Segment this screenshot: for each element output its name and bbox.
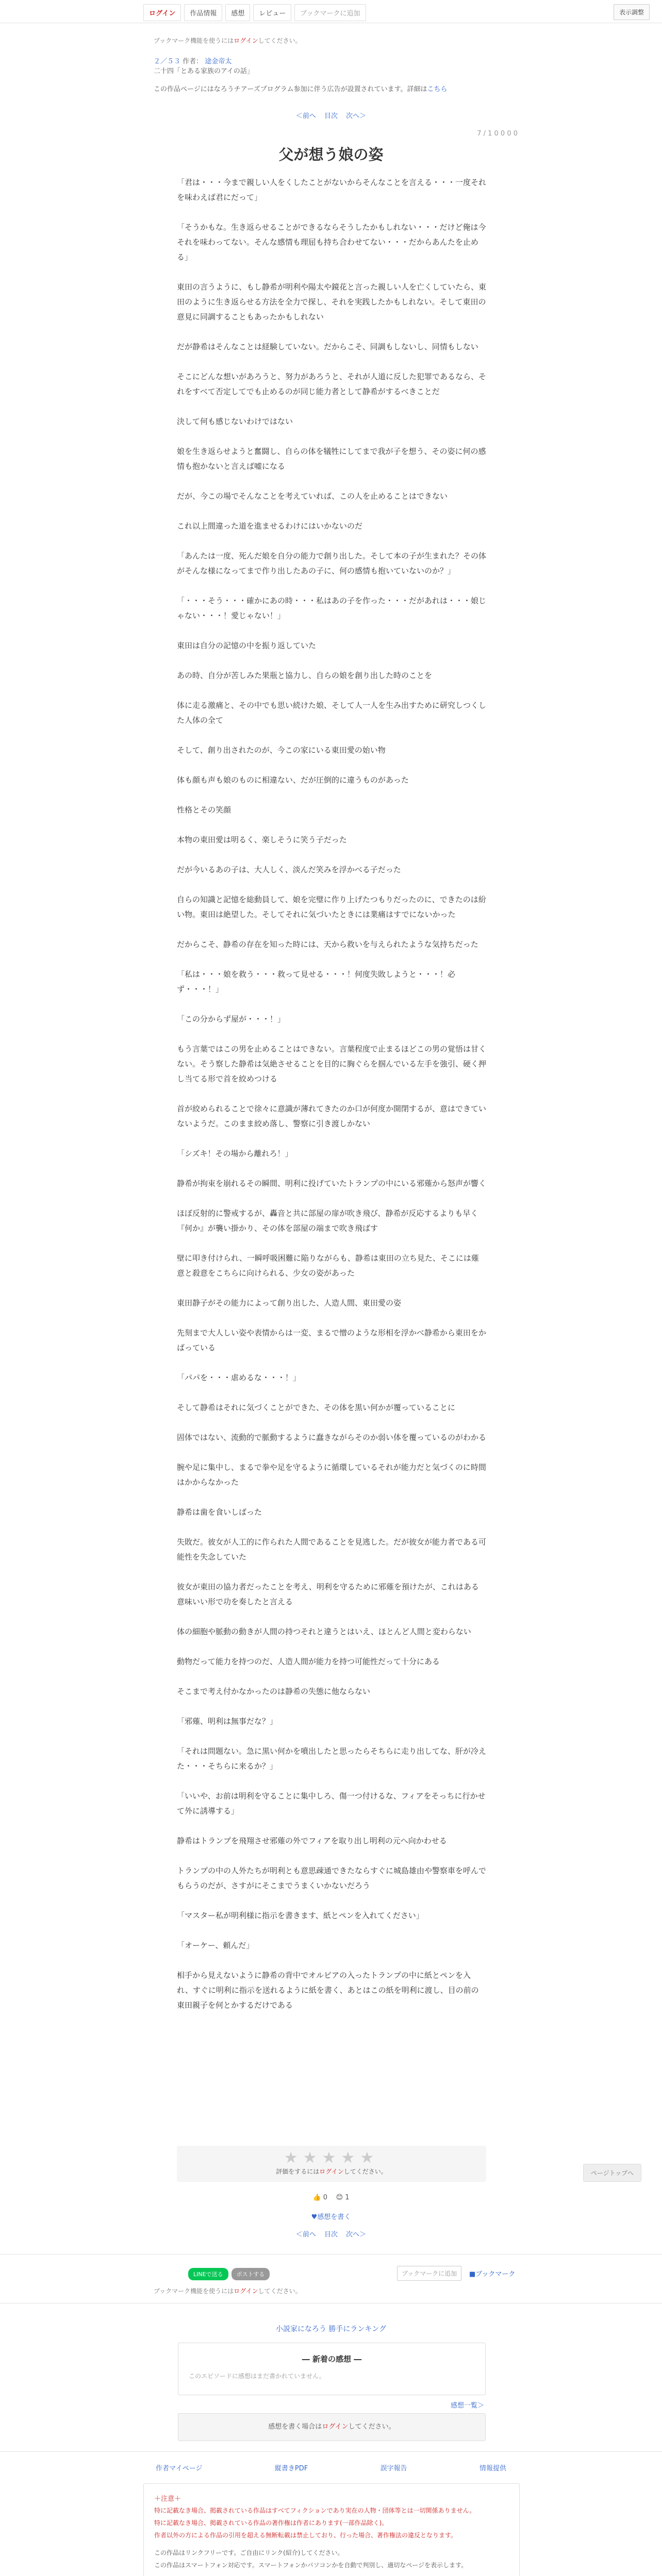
novel-paragraph: 「パパを・・・虐めるな・・・！」 bbox=[177, 1373, 301, 1382]
ad-notice bbox=[154, 83, 448, 93]
novel-paragraph: 「君は・・・今まで親しい人をくしたことがないからそんなことを言える・・・一度それを味わえば君にだって」 bbox=[177, 178, 487, 202]
next-link[interactable]: 次へ＞ bbox=[346, 112, 367, 120]
display-settings-button[interactable]: 表示調整 bbox=[614, 4, 650, 20]
divider bbox=[0, 2254, 662, 2255]
novel-paragraph: そして静希はそれに気づくことができた、その体を黒い何かが覆っていることに bbox=[177, 1403, 456, 1412]
toc-link-bottom[interactable]: 目次 bbox=[324, 2231, 338, 2239]
episode-number: 7 / 1 0 0 0 0 bbox=[477, 130, 518, 138]
novel-paragraph: 失敗だ。彼女が人工的に作られた人間であることを見逃した。だが彼女が能力者である可能性を失念していた bbox=[177, 1537, 487, 1562]
novel-paragraph: 自らの知識と記憶を総動員して、娘を完璧に作り上げたつもりだったのに、できたのは紛い物。東田は絶望した。そしてそれに気づいたときには業痛はすでにないかった bbox=[177, 895, 486, 919]
page-top-button[interactable]: ページトップへ bbox=[583, 2164, 641, 2182]
review-list-link[interactable]: 感想一覧＞ bbox=[450, 2402, 484, 2410]
notice-text-bottom: ブックマーク機能を使うには bbox=[154, 2287, 234, 2295]
novel-paragraph: これ以上間違った道を進ませるわけにはいかないのだ bbox=[177, 521, 363, 531]
novel-paragraph: 静希はトランプを飛翔させ邪薙の外でフィアを取り出し明利の元へ向かわせる bbox=[177, 1836, 447, 1845]
disclaimer-line: 作者以外の方による作品の引用を超える無断転載は禁止しており、行った場合、著作権法の違反となります。 bbox=[154, 2532, 457, 2539]
chapter-group-title: 二十四「とある家族のアイの話」 bbox=[154, 67, 254, 75]
novel-paragraph: 体に走る激痛と、その中でも思い続けた娘、そして人一人を生み出すために研究しつくした人体の全て bbox=[177, 701, 487, 725]
novel-paragraph: 性格とその笑顔 bbox=[177, 805, 231, 815]
no-reviews-text: このエピソードに感想はまだ書かれていません。 bbox=[189, 2372, 325, 2380]
novel-paragraph: 首が絞められることで徐々に意識が薄れてきたのか口が何度か開閉するが、意はできていないようだ。このまま絞め落し、警察に引き渡しかない bbox=[177, 1104, 487, 1128]
novel-paragraph: 娘を生き返らせようと奮闘し、自らの体を犠牲にしてまで我が子を想う、その姿に何の感情も抱かないと言えば嘘になる bbox=[177, 447, 486, 471]
bookmark-add-button-bottom[interactable]: ブックマークに追加 bbox=[397, 2266, 461, 2281]
novel-paragraph: 静希は歯を食いしばった bbox=[177, 1507, 262, 1517]
bookmark-add-button[interactable]: ブックマークに追加 bbox=[294, 4, 366, 21]
novel-paragraph: 「そうかもな。生き返らせることができるならそうしたかもしれない・・・だけど俺は今それを味わってない。そんな感情も理屈も持ち合わせてない・・・だからあんたを止める」 bbox=[177, 223, 486, 262]
review-login-link[interactable]: ログイン bbox=[322, 2423, 349, 2431]
link-free-note: この作品はリンクフリーです。ご自由にリンク(紹介)してください。 bbox=[154, 2549, 344, 2556]
ad-notice-text: この作品ページにはなろうチアーズプログラム参加に伴う広告が設置されています。詳細は bbox=[154, 86, 427, 93]
novel-paragraph: 先刻まで大人しい姿や表情からは一変、まるで憎のような形相を浮かべ静希から東田をかばっている bbox=[177, 1328, 486, 1352]
novel-paragraph: 決して何も感じないわけではない bbox=[177, 417, 293, 426]
rating-note-text: 評価をするには bbox=[276, 2168, 320, 2175]
rating-note-end: してください。 bbox=[343, 2168, 387, 2175]
novel-paragraph: 「いいや、お前は明利を守ることに集中しろ、傷一つ付けるな、フィアをそっちに行かせて外に誘導する」 bbox=[177, 1791, 486, 1816]
write-impression-link[interactable]: ♥感想を書く bbox=[311, 2213, 351, 2221]
novel-paragraph: 体の細胞や脈動の動きが人間の持つそれと違うとはいえ、ほとんど人間と変わらない bbox=[177, 1627, 471, 1636]
share-row bbox=[188, 2268, 270, 2280]
novel-paragraph: そこまで考え付かなかったのは静希の失態に他ならない bbox=[177, 1687, 371, 1696]
novel-paragraph: 壁に叩き付けられ、一瞬呼吸困難に陥りながらも、静希は東田の立ち見た、そこには薙意と殺意をこちらに向けられる、少女の姿があった bbox=[177, 1253, 479, 1278]
smile-reaction[interactable]: 😊 1 bbox=[336, 2194, 350, 2201]
novel-paragraph: だが静希はそんなことは経験していない。だからこそ、同調もしないし、同情もしない bbox=[177, 342, 478, 351]
bookmark-login-notice bbox=[154, 36, 302, 45]
notice-text-end: してください。 bbox=[258, 37, 302, 44]
author-mypage-link[interactable]: 作者マイページ bbox=[156, 2465, 203, 2472]
novel-paragraph: 「この分からず屋が・・・！」 bbox=[177, 1014, 286, 1024]
pager-top bbox=[0, 110, 662, 120]
rating-stars[interactable]: ★★★★★ bbox=[284, 2149, 379, 2167]
novel-paragraph: 「あんたは一度、死んだ娘を自分の能力で創り出した。そして本の子が生まれた？その体がそんな様になってまで作り出したあの子に、何の感情も抱いていないのか？」 bbox=[177, 551, 487, 575]
notice-login-link-bottom[interactable]: ログイン bbox=[234, 2287, 258, 2295]
review-link[interactable]: レビュー bbox=[253, 4, 291, 21]
novel-paragraph: 動物だって能力を持つのだ、人造人間が能力を持つ可能性だって十分にある bbox=[177, 1657, 440, 1666]
ad-notice-link[interactable]: こちら bbox=[427, 86, 448, 93]
novel-paragraph: あの時、自分が苦しみた果瓶と協力し、自らの娘を創り出した時のことを bbox=[177, 671, 433, 680]
novel-paragraph: 相手から見えないように静希の背中でオルビアの入ったトランプの中に紙とペンを入れ、すぐに明利に指示を送れるように紙を書く、あとはこの紙を明利に渡し、目の前の東田親子を何とかするだけである bbox=[177, 1971, 479, 2010]
rating-box bbox=[177, 2146, 486, 2182]
line-share-button[interactable]: LINEで送る bbox=[188, 2268, 228, 2280]
disclaimer-heading: ＋注意＋ bbox=[154, 2495, 181, 2503]
novel-paragraph: ほぼ反射的に警戒するが、轟音と共に部屋の扉が吹き飛び、静希が反応するよりも早く『何か』が襲い掛かり、その体を部屋の端まで吹き飛ばす bbox=[177, 1209, 478, 1233]
novel-paragraph: 「シズキ！その場から離れろ！」 bbox=[177, 1149, 293, 1158]
bookmark-label[interactable]: ■ブックマーク bbox=[469, 2270, 516, 2278]
ranking-link[interactable]: 小説家になろう 勝手にランキング bbox=[275, 2325, 387, 2333]
new-reviews-title: ― 新着の感想 ― bbox=[302, 2354, 362, 2364]
notice-text: ブックマーク機能を使うには bbox=[154, 37, 234, 44]
prev-link[interactable]: ＜前へ bbox=[295, 112, 316, 120]
novel-paragraph: 東田静子がその能力によって創り出した、人造人間、東田愛の姿 bbox=[177, 1298, 402, 1308]
tool-links bbox=[143, 2458, 519, 2478]
toc-link[interactable]: 目次 bbox=[324, 112, 338, 120]
x-post-button[interactable]: ポストする bbox=[231, 2268, 270, 2280]
novel-paragraph: 「邪薙、明利は無事だな？」 bbox=[177, 1717, 278, 1726]
novel-paragraph: だからこそ、静希の存在を知った時には、天から救いを与えられたような気持ちだった bbox=[177, 940, 478, 949]
novel-paragraph: 「オーケー、頼んだ」 bbox=[177, 1941, 254, 1950]
vertical-pdf-link[interactable]: 縦書きPDF bbox=[274, 2465, 308, 2472]
top-nav bbox=[0, 0, 662, 23]
episode-counter[interactable]: ２／５３ bbox=[154, 58, 181, 65]
novel-paragraph: 腕や足に集中し、まるで拳や足を守るように循環しているそれが能力だと気づくのに時間はかからなかった bbox=[177, 1463, 486, 1487]
novel-paragraph: トランプの中の人外たちが明利とも意思疎通できたならすぐに城島雄由や警察車を呼んでもらうのだが、さすがにそこまでうまくいかないだろう bbox=[177, 1866, 487, 1890]
episode-meta bbox=[154, 57, 254, 76]
works-info-link[interactable]: 作品情報 bbox=[184, 4, 222, 21]
novel-paragraph: だが今いるあの子は、大人しく、淡んだ笑みを浮かべる子だった bbox=[177, 865, 401, 874]
next-link-bottom[interactable]: 次へ＞ bbox=[346, 2231, 367, 2239]
notice-text-bottom-end: してください。 bbox=[258, 2287, 302, 2295]
novel-paragraph: 固体ではない、流動的で脈動するように蠢きながらそのか弱い体を覆っているのがわかる bbox=[177, 1433, 487, 1442]
episode-title: 父が想う娘の姿 bbox=[278, 146, 384, 163]
pager-bottom bbox=[0, 2229, 662, 2239]
novel-paragraph: 体も顔も声も娘のものに相違ない、だが圧倒的に違うものがあった bbox=[177, 775, 409, 785]
novel-paragraph: そして、創り出されたのが、今この家にいる東田愛の始い物 bbox=[177, 745, 386, 755]
novel-paragraph: 東田は自分の記憶の中を振り返していた bbox=[177, 641, 317, 650]
disclaimer-line: 特に記載なき場合、掲載されている作品はすべてフィクションであり実在の人物・団体等とは一切関係ありません。 bbox=[154, 2507, 476, 2514]
novel-paragraph: 「マスター私が明利様に指示を書きます、紙とペンを入れてください」 bbox=[177, 1911, 424, 1920]
novel-body bbox=[177, 175, 486, 2028]
bookmark-login-notice-bottom bbox=[154, 2286, 302, 2295]
smartphone-note: この作品はスマートフォン対応です。スマートフォンかパソコンかを自動で判別し、適切なページを表示します。 bbox=[154, 2562, 468, 2569]
divider bbox=[0, 2451, 662, 2452]
impressions-link[interactable]: 感想 bbox=[225, 4, 250, 21]
disclaimer-line: 特に記載なき場合、掲載されている作品の著作権は作者にあります(一部作品除く)。 bbox=[154, 2519, 388, 2527]
login-button[interactable]: ログイン bbox=[143, 4, 181, 21]
novel-paragraph: 「それは問題ない。急に黒い何かを噴出したと思ったらそちらに走り出してな、肝が冷えた・・・そちらに来るか？」 bbox=[177, 1747, 487, 1771]
novel-paragraph: そこにどんな想いがあろうと、努力があろうと、それが人道に反した犯罪であるなら、それをすべて否定してでも止めるのが同じ能力者として静希がするべきことだ bbox=[177, 372, 487, 396]
review-login-box bbox=[178, 2413, 486, 2441]
novel-paragraph: 「・・・そう・・・確かにあの時・・・私はあの子を作った・・・だがあれは・・・娘じゃない・・・！愛じゃない！」 bbox=[177, 596, 487, 620]
author-link[interactable]: 途金帝太 bbox=[205, 58, 232, 65]
info-submit-link[interactable]: 情報提供 bbox=[479, 2465, 506, 2472]
top-nav-links bbox=[143, 4, 366, 21]
reactions-row bbox=[0, 2194, 662, 2201]
prev-link-bottom[interactable]: ＜前へ bbox=[295, 2231, 316, 2239]
author-label: 作者： bbox=[183, 58, 203, 65]
thumbs-up-reaction[interactable]: 👍 0 bbox=[312, 2194, 328, 2201]
novel-paragraph: もう言葉ではこの男を止めることはできない。言葉程度で止まるほどこの男の覚悟は甘くない。そう察した静希は気絶させることを目的に胸ぐらを掴んでいる左手を強引、硬く押し当てる形で首を絞めつける bbox=[177, 1044, 487, 1083]
new-reviews-box bbox=[178, 2343, 486, 2395]
novel-paragraph: だが、今この場でそんなことを考えていれば、この人を止めることはできない bbox=[177, 492, 448, 501]
login-box-end: してください。 bbox=[348, 2423, 395, 2431]
novel-paragraph: 静希が拘束を崩れるその瞬間、明利に投げていたトランプの中にいる邪薙から怒声が響く bbox=[177, 1179, 487, 1188]
novel-paragraph: 本物の東田愛は明るく、楽しそうに笑う子だった bbox=[177, 835, 347, 844]
novel-paragraph: 東田の言うように、もし静希が明利や陽太や鏡花と言った親しい人を亡くしていたら、東田のように生き返らせる方法を全力で探し、それを実践したかもしれない。そして東田の意見に同調することもあったかもしれない bbox=[177, 282, 487, 321]
novel-paragraph: 彼女が東田の協力者だったことを考え、明利を守るために邪薙を預けたが、これはある意味いい形で功を奏したと言える bbox=[177, 1582, 479, 1606]
typo-report-link[interactable]: 誤字報告 bbox=[380, 2465, 407, 2472]
disclaimer-box bbox=[143, 2483, 520, 2576]
rating-note bbox=[177, 2167, 486, 2176]
notice-login-link[interactable]: ログイン bbox=[234, 37, 258, 44]
rating-login-link[interactable]: ログイン bbox=[319, 2168, 344, 2175]
novel-paragraph: 「私は・・・娘を救う・・・救って見せる・・・！何度失敗しようと・・・！必ず・・・！」 bbox=[177, 970, 456, 994]
login-box-text: 感想を書く場合は bbox=[268, 2423, 322, 2431]
